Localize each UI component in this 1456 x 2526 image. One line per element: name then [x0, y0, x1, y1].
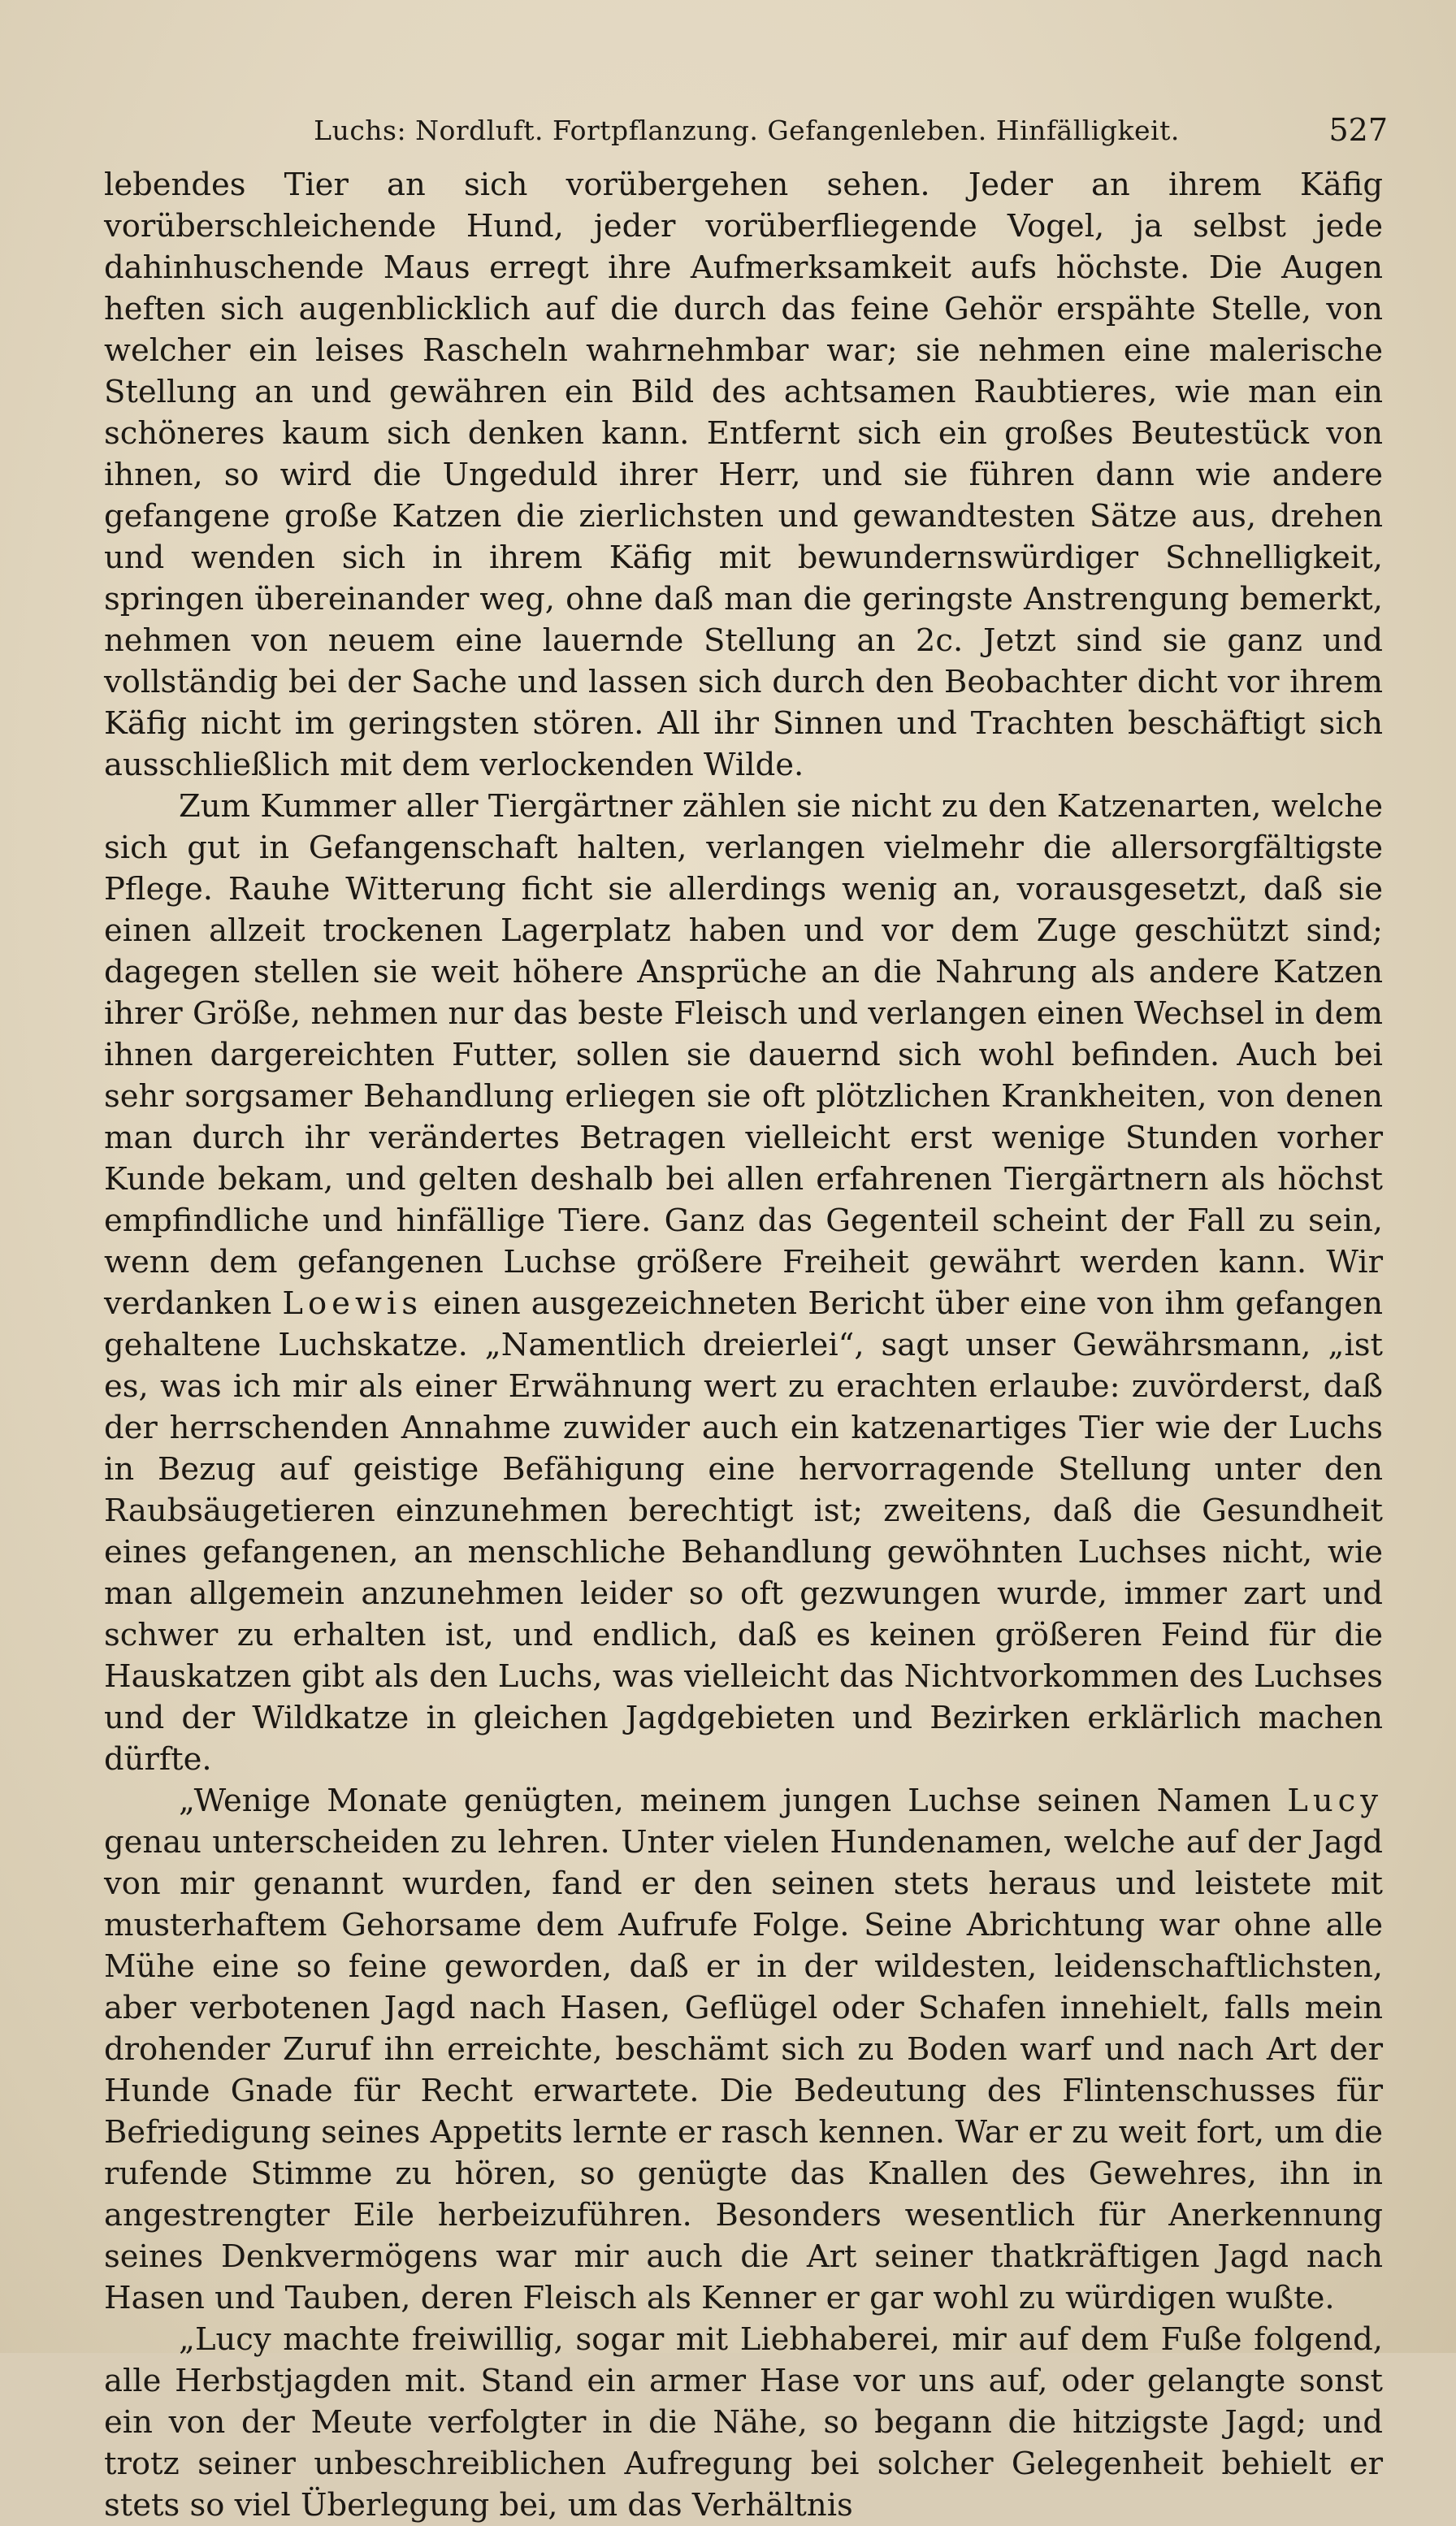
body-text: [104, 164, 1383, 2526]
paragraph-2: [104, 786, 1383, 1780]
paragraph-3-text-cont: genau unterscheiden zu lehren. Unter vielen Hundenamen, welche auf der Jagd von mir genannt wurden, fand er den seinen stets heraus und leistete mit musterhaftem Gehorsame dem Aufrufe Folge. Seine Abrichtung war ohne alle Mühe eine so feine geworden, daß er in der wildesten, leidenschaftlichsten, aber verbotenen Jagd nach Hasen, Geflügel oder Schafen innehielt, falls mein drohender Zuruf ihn erreichte, beschämt sich zu Boden warf und nach Art der Hunde Gnade für Recht erwartete. Die Bedeutung des Flintenschusses für Befriedigung seines Appetits lernte er rasch kennen. War er zu weit fort, um die rufende Stimme zu hören, so genügte das Knallen des Gewehres, ihn in angestrengter Eile herbeizuführen. Besonders wesentlich für Anerkennung seines Denkvermögens war mir auch die Art seiner thatkräftigen Jagd nach Hasen und Tauben, deren Fleisch als Kenner er gar wohl zu würdigen wußte.: [104, 1824, 1383, 2316]
paragraph-2-text: Zum Kummer aller Tiergärtner zählen sie nicht zu den Katzenarten, welche sich gut in Gefangenschaft halten, verlangen vielmehr die allersorgfältigste Pflege. Rauhe Witterung ficht sie allerdings wenig an, vorausgesetzt, daß sie einen allzeit trockenen Lagerplatz haben und vor dem Zuge geschützt sind; dagegen stellen sie weit höhere Ansprüche an die Nahrung als andere Katzen ihrer Größe, nehmen nur das beste Fleisch und verlangen einen Wechsel in dem ihnen dargereichten Futter, sollen sie dauernd sich wohl befinden. Auch bei sehr sorgsamer Behandlung erliegen sie oft plötzlichen Krankheiten, von denen man durch ihr verändertes Betragen vielleicht erst wenige Stunden vorher Kunde bekam, und gelten deshalb bei allen erfahrenen Tiergärtnern als höchst empfindliche und hinfällige Tiere. Ganz das Gegenteil scheint der Fall zu sein, wenn dem gefangenen Luchse größere Freiheit gewährt werden kann. Wir verdanken: [104, 788, 1383, 1322]
paragraph-3: [104, 1780, 1383, 2319]
paragraph-2-text-cont: einen ausgezeichneten Bericht über eine von ihm gefangen gehaltene Luchskatze. „Namentlich dreierlei“, sagt unser Gewährsmann, „ist es, was ich mir als einer Erwähnung wert zu erachten erlaube: zuvörderst, daß der herrschenden Annahme zuwider auch ein katzenartiges Tier wie der Luchs in Bezug auf geistige Befähigung eine hervorragende Stellung unter den Raubsäugetieren einzunehmen berechtigt ist; zweitens, daß die Gesundheit eines gefangenen, an menschliche Behandlung gewöhnten Luchses nicht, wie man allgemein anzunehmen leider so oft gezwungen wurde, immer zart und schwer zu erhalten ist, und endlich, daß es keinen größeren Feind für die Hauskatzen gibt als den Luchs, was vielleicht das Nichtvorkommen des Luchses und der Wildkatze in gleichen Jagdgebieten und Bezirken erklärlich machen dürfte.: [104, 1285, 1383, 1778]
paragraph-3-text: „Wenige Monate genügten, meinem jungen Luchse seinen Namen: [179, 1783, 1272, 1819]
paragraph-1: lebendes Tier an sich vorübergehen sehen. Jeder an ihrem Käfig vorüberschleichende Hund, jeder vorüberfliegende Vogel, ja selbst jede dahinhuschende Maus erregt ihre Aufmerksamkeit aufs höchste. Die Augen heften sich augenblicklich auf die durch das feine Gehör erspähte Stelle, von welcher ein leises Rascheln wahrnehmbar war; sie nehmen eine malerische Stellung an und gewähren ein Bild des achtsamen Raubtieres, wie man ein schöneres kaum sich denken kann. Entfernt sich ein großes Beutestück von ihnen, so wird die Ungeduld ihrer Herr, und sie führen dann wie andere gefangene große Katzen die zierlichsten und gewandtesten Sätze aus, drehen und wenden sich in ihrem Käfig mit bewundernswürdiger Schnelligkeit, springen übereinander weg, ohne daß man die geringste Anstrengung bemerkt, nehmen von neuem eine lauernde Stellung an 2c. Jetzt sind sie ganz und vollständig bei der Sache und lassen sich durch den Beobachter dicht vor ihrem Käfig nicht im geringsten stören. All ihr Sinnen und Trachten beschäftigt sich ausschließlich mit dem verlockenden Wilde.: [104, 167, 1383, 783]
page-header: [106, 107, 1388, 153]
animal-name-lucy: Lucy: [1287, 1783, 1383, 1819]
page-number: 527: [1328, 112, 1388, 148]
running-title: Luchs: Nordluft. Fortpflanzung. Gefangenleben. Hinfälligkeit.: [314, 114, 1180, 146]
author-name-loewis: Loewis: [282, 1285, 422, 1322]
paragraph-4: „Lucy machte freiwillig, sogar mit Liebhaberei, mir auf dem Fuße folgend, alle Herbstjagden mit. Stand ein armer Hase vor uns auf, oder gelangte sonst ein von der Meute verfolgter in die Nähe, so begann die hitzigste Jagd; und trotz seiner unbeschreiblichen Aufregung bei solcher Gelegenheit behielt er stets so viel Überlegung bei, um das Verhältnis: [104, 2321, 1383, 2524]
